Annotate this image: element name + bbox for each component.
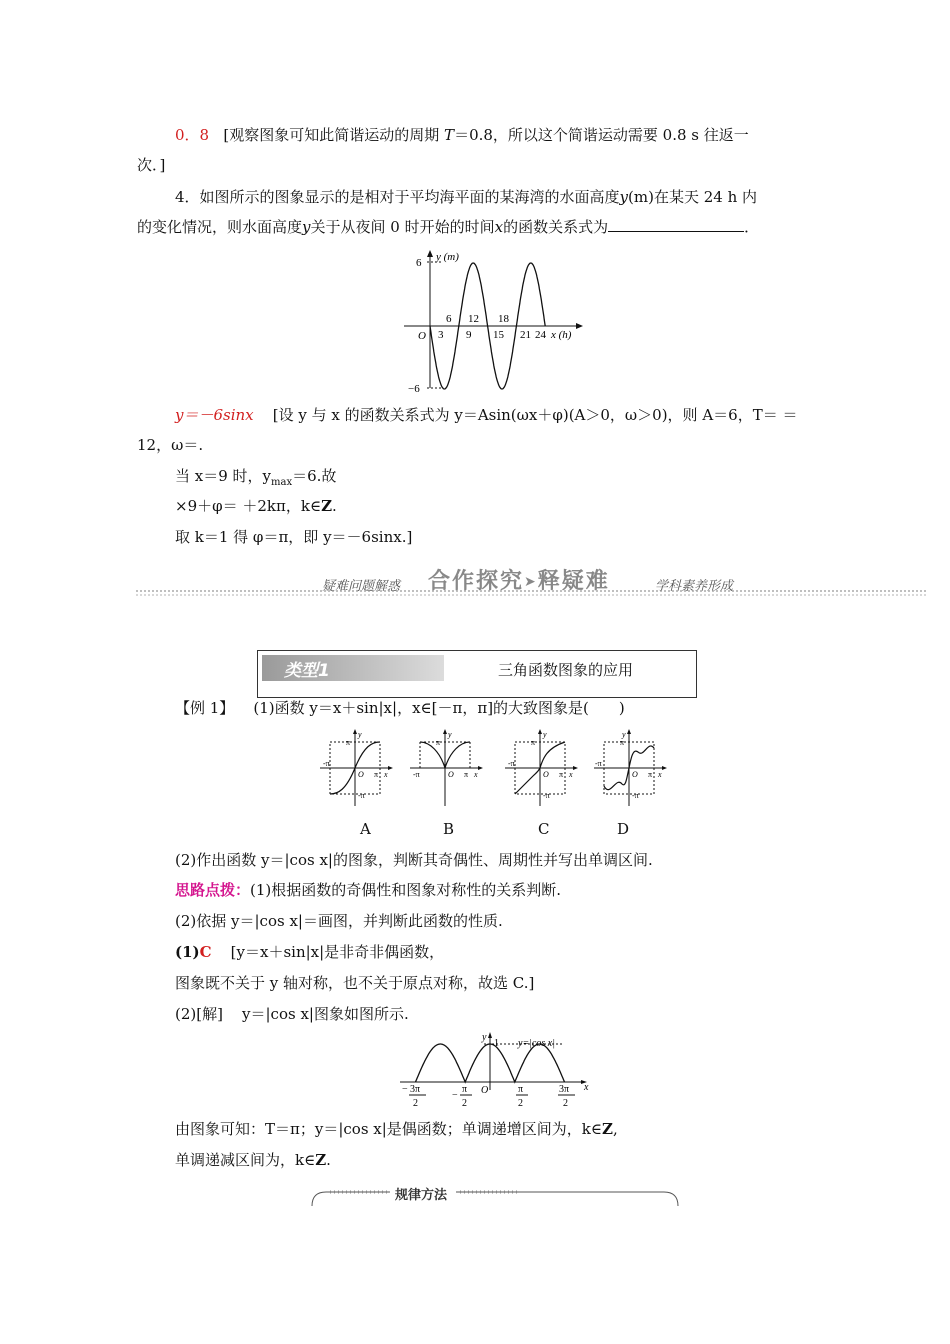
sol2-text: y＝|cos x|图象如图所示. <box>242 1005 409 1023</box>
mini-x-c: x <box>569 770 573 779</box>
mini-x-d: x <box>658 770 662 779</box>
q4-line2-b: 关于从夜间 0 时开始的时间 <box>310 218 495 236</box>
svg-text:3π: 3π <box>410 1084 421 1095</box>
svg-text:2: 2 <box>462 1098 467 1109</box>
mini-neg-pi-bottom-d: -π <box>632 791 639 800</box>
banner-left-text: 疑难问题解惑 <box>322 579 401 594</box>
conclusion-end1: , <box>612 1120 618 1138</box>
q4-line1 <box>175 186 757 208</box>
integer-set-Z: Z <box>321 497 333 515</box>
q3-expl-cont: 次．] <box>137 156 166 174</box>
mini-x-b: x <box>474 770 478 779</box>
option-graph-B <box>408 728 488 810</box>
mini-neg-pi-b: -π <box>413 770 420 779</box>
conclusion-line2 <box>175 1149 331 1171</box>
type-title: 三角函数图象的应用 <box>498 661 634 679</box>
part2-question: (2)作出函数 y＝|cos x|的图象，判断其奇偶性、周期性并写出单调区间. <box>175 851 653 869</box>
g2-tick-3pi2 <box>558 1084 575 1109</box>
mini-pi-top-c: π <box>531 738 536 747</box>
sol2-line <box>175 1003 409 1025</box>
sea-level-graph <box>400 248 590 394</box>
conclusion-text1: 由图象可知：T＝π；y＝|cos x|是偶函数；单调递增区间为，k∈ <box>175 1120 602 1138</box>
integer-set-Z-3: Z <box>315 1151 327 1169</box>
g2-tick-neg-pi2 <box>452 1084 472 1109</box>
sol1-line <box>175 941 444 963</box>
conclusion-line1 <box>175 1118 618 1140</box>
mini-pi-x: π <box>374 770 379 779</box>
q4-answer-line4 <box>175 495 337 517</box>
svg-text:−: − <box>452 1090 458 1101</box>
tick-above-18: 18 <box>498 313 509 325</box>
banner-main-b: 释疑难 <box>537 569 610 594</box>
q4-line1-a: 4．如图所示的图象显示的是相对于平均海平面的某海湾的水面高度 <box>175 188 620 206</box>
y-arrow <box>427 250 433 257</box>
mini-pi-top-b: π <box>436 738 441 747</box>
q3-expl-a: [观察图象可知此简谐运动的周期 <box>223 126 440 144</box>
ymax-sub: max <box>271 477 293 488</box>
svg-text:−: − <box>402 1084 408 1095</box>
g2-y: y <box>482 1032 487 1043</box>
sol1-line2: 图象既不关于 y 轴对称，也不关于原点对称，故选 C.] <box>175 974 535 992</box>
tick-above-12: 12 <box>468 313 479 325</box>
q4-answer-line4-end: . <box>332 497 337 515</box>
q4-x-var: x <box>494 218 504 236</box>
g2-x: x <box>584 1082 589 1093</box>
hint-label: 思路点拨： <box>175 881 251 899</box>
svg-text:π: π <box>462 1084 468 1095</box>
tick-above-6: 6 <box>446 313 452 325</box>
y-top-label: 6 <box>416 257 422 269</box>
example1-text: (1)函数 y＝x＋sin|x|，x∈[－π，π]的大致图象是( ) <box>253 699 625 717</box>
example1-label: 【例 1】 <box>175 699 235 717</box>
type-box <box>257 650 697 698</box>
option-label-B[interactable]: B <box>443 820 455 838</box>
q4-answer-line3-b: ＝6.故 <box>292 467 337 485</box>
banner-dotted-rule <box>136 588 928 600</box>
tick-below-15: 15 <box>493 329 504 341</box>
svg-text:π: π <box>518 1084 524 1095</box>
option-graph-D <box>592 728 672 810</box>
mini-x: x <box>384 770 388 779</box>
mini-y: y <box>358 730 362 739</box>
g2-one: 1 <box>494 1038 499 1049</box>
q4-line2-end: ． <box>744 218 760 236</box>
q4-answer-line3-a: 当 x＝9 时，y <box>175 467 272 485</box>
mini-O-d: O <box>632 770 638 779</box>
xlabel: x (h) <box>551 329 572 341</box>
q3-answer-number: 0．8 <box>175 126 210 144</box>
q3-expl-b: ＝0.8，所以这个简谐运动需要 0.8 s 往返一 <box>454 126 749 144</box>
banner-arrow-icon: ➤ <box>524 574 538 590</box>
q4-y-var: y <box>619 188 629 206</box>
g2-func-label: y=|cos x| <box>518 1038 555 1049</box>
q3-answer-line <box>175 124 749 146</box>
g2-origin: O <box>481 1085 489 1096</box>
mini-pi-x-c: π <box>559 770 564 779</box>
conclusion-text2: 单调递减区间为，k∈ <box>175 1151 316 1169</box>
mini-y-b: y <box>448 730 452 739</box>
q4-answer-formula: y＝－6sinx <box>175 406 254 424</box>
tick-below-24: 24 <box>535 329 546 341</box>
q4-answer-text1: [设 y 与 x 的函数关系式为 y＝Asin(ωx＋φ)(A＞0，ω＞0)，则 A＝6，T＝ ＝ <box>272 406 798 424</box>
mini-neg-pi-bottom: -π <box>358 791 365 800</box>
sol2-label: (2)[解] <box>175 1005 223 1023</box>
hint-line2: (2)依据 y＝|cos x|＝画图，并判断此函数的性质. <box>175 912 503 930</box>
q4-answer-line2: 12，ω＝. <box>137 436 204 454</box>
q4-y-var2: y <box>302 218 311 236</box>
abs-cos-graph <box>398 1030 598 1112</box>
hint-line1 <box>175 879 561 901</box>
banner-right-text: 学科素养形成 <box>655 579 734 594</box>
svg-text:2: 2 <box>413 1098 418 1109</box>
svg-text:3π: 3π <box>559 1084 570 1095</box>
ylabel: y (m) <box>436 251 459 263</box>
example1-line <box>175 697 625 719</box>
tick-below-3: 3 <box>438 329 444 341</box>
banner-main-a: 合作探究 <box>428 569 525 594</box>
mini-y-d: y <box>622 730 626 739</box>
svg-text:2: 2 <box>563 1098 568 1109</box>
q4-answer-line3 <box>175 465 336 494</box>
y-bottom-label: −6 <box>408 383 420 394</box>
hint-text1: (1)根据函数的奇偶性和图象对称性的关系判断. <box>250 881 562 899</box>
mini-neg-pi-bottom-c: -π <box>543 791 550 800</box>
sol1-num: (1) <box>175 943 200 961</box>
q4-answer-line1 <box>175 404 797 426</box>
sol1-answer: C <box>199 943 212 961</box>
rule-method-bar <box>310 1180 680 1210</box>
option-label-C[interactable]: C <box>538 820 550 838</box>
type-tab <box>262 655 444 681</box>
q4-line2 <box>137 216 759 238</box>
answer-blank[interactable] <box>608 217 744 232</box>
mini-pi-x-d: π <box>648 770 653 779</box>
mini-neg-pi-c: -π <box>508 759 515 768</box>
q4-answer-line4-text: ×9＋φ＝ ＋2kπ，k∈ <box>175 497 322 515</box>
origin-label: O <box>418 330 426 342</box>
type-tag: 类型1 <box>284 661 330 681</box>
mini-O-b: O <box>448 770 454 779</box>
conclusion-end2: . <box>326 1151 331 1169</box>
tick-below-21: 21 <box>520 329 531 341</box>
option-graph-C <box>503 728 583 810</box>
mini-neg-pi: -π <box>323 759 330 768</box>
mini-pi-top: π <box>346 738 351 747</box>
q4-line2-c: 的函数关系式为 <box>503 218 609 236</box>
option-label-D[interactable]: D <box>617 820 630 838</box>
rule-label: 规律方法 <box>395 1188 448 1203</box>
mini-O: O <box>358 770 364 779</box>
x-arrow <box>576 323 583 329</box>
option-graph-A <box>318 728 398 810</box>
mini-pi-x-b: π <box>464 770 469 779</box>
q4-answer-line5: 取 k＝1 得 φ＝π，即 y＝－6sinx.] <box>175 528 413 546</box>
mini-pi-top-d: π <box>620 738 625 747</box>
option-label-A[interactable]: A <box>360 820 371 838</box>
mini-y-c: y <box>543 730 547 739</box>
g2-tick-neg-3pi2 <box>402 1084 426 1109</box>
tick-below-9: 9 <box>466 329 472 341</box>
q3-T-var: T <box>444 126 455 144</box>
sol1-text: [y＝x＋sin|x|是非奇非偶函数， <box>230 943 445 961</box>
g2-tick-pi2 <box>516 1084 528 1109</box>
mini-neg-pi-d: -π <box>595 759 602 768</box>
mini-O-c: O <box>543 770 549 779</box>
svg-text:2: 2 <box>518 1098 523 1109</box>
q4-line2-a: 的变化情况，则水面高度 <box>137 218 303 236</box>
integer-set-Z-2: Z <box>602 1120 613 1138</box>
q4-line1-b: (m)在某天 24 h 内 <box>628 188 758 206</box>
